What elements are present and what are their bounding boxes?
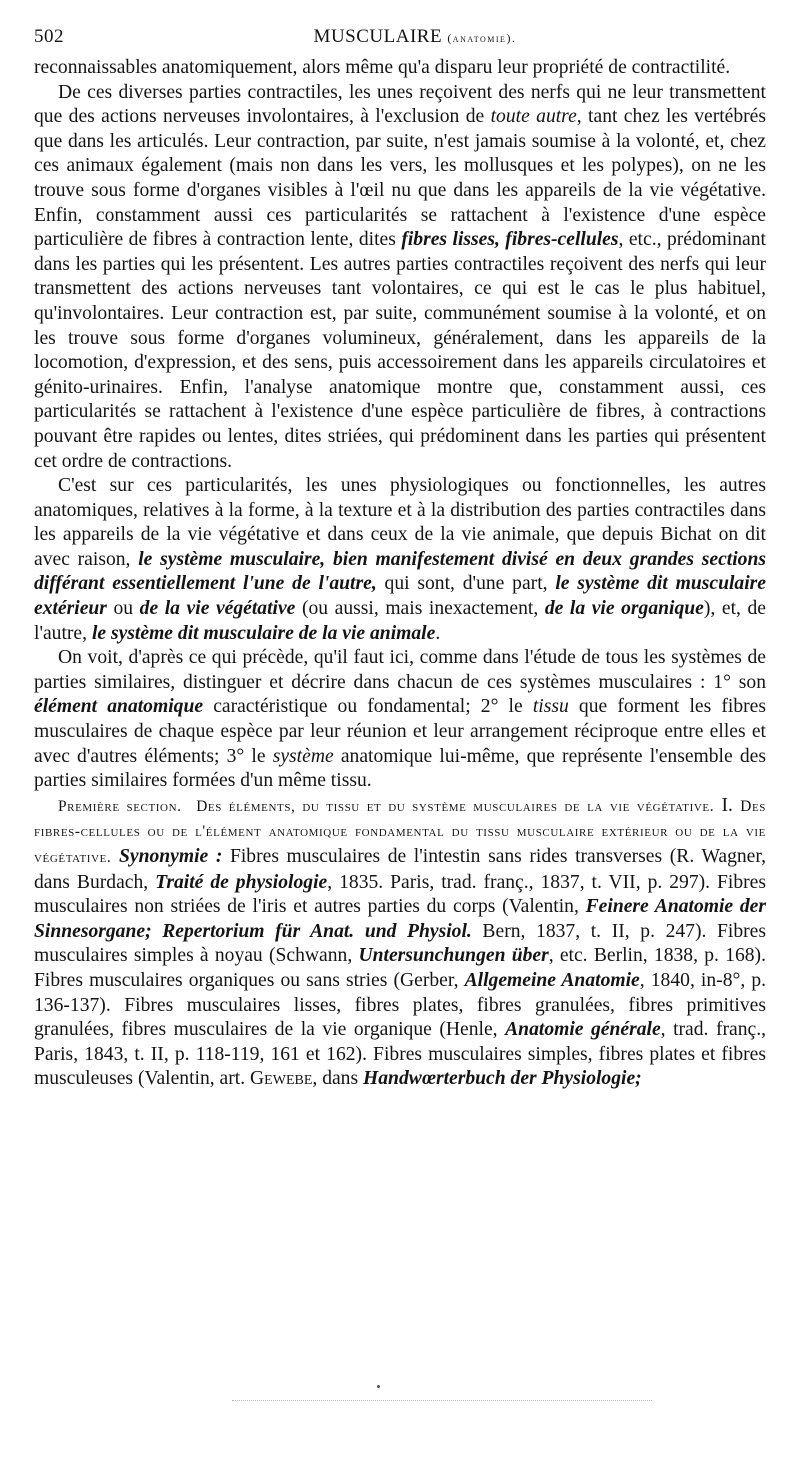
synonymie-label: Synonymie : (118, 846, 223, 867)
citation-title: Allgemeine Anatomie (464, 969, 640, 991)
text-run: , etc. Berlin, 1838, p. 168). Fibres musculaires organiques ou sans stries (Gerber, (34, 945, 766, 991)
running-head-title: MUSCULAIRE (313, 26, 443, 47)
text-run: qui sont, d'une part, (376, 573, 556, 595)
bold-italic-run: le système musculaire, bien manifestement divisé en deux grandes sections différant essentiellement l'une de l'autre, (34, 548, 767, 595)
bold-italic-run: de la vie organique (544, 598, 704, 620)
text-run: , 1835. Paris, trad. franç., 1837, t. VII, p. 297). Fibres musculaires non striées de l'iris et autres parties du corps (Valentin, (34, 871, 766, 918)
page-header (34, 26, 766, 56)
text-run: On voit, d'après ce qui précède, qu'il faut ici, comme dans l'étude de tous les systèmes de parties similaires, distinguer et décrire dans chacun de ces systèmes musculaires : 1° son (34, 647, 766, 693)
paragraph-bichat (34, 474, 766, 646)
page-number: 502 (34, 26, 64, 47)
italic-run: toute autre (490, 106, 577, 128)
paragraph-contractile-parts (34, 81, 766, 475)
citation-title: Anatomie générale (505, 1019, 661, 1041)
text-run: Bern, 1837, t. II, p. 247). Fibres musculaires simples à noyau (Schwann, (34, 920, 766, 967)
text-run: , etc., prédominant dans les parties qui les présentent. Les autres parties contractiles reçoivent des nerfs qui leur transmettent des actions nerveuses tant volontaires, ce qui est le cas le plus habituel, qu'involontaires. Leur contraction est, par suite, communément soumise à la volonté, et on les trouve sous forme d'organes volumineux, généralement, dans les appareils de la locomotion, d'expression, et des sens, puis accessoirement dans les appareils circulatoires et génito-urinaires. Enfin, l'analyse anatomique montre que, constamment aussi, ces particularités se rattachent à l'existence d'une espèce particulière de fibres, à contractions pouvant être rapides ou lentes, dites striées, qui prédominent dans les parties qui présentent cet ordre de contractions. (34, 229, 766, 472)
citation-title: Feinere Anatomie der Sinnesorgane; Repertorium für Anat. und Physiol. (34, 896, 766, 942)
text-run: , trad. franç., Paris, 1843, t. II, p. 118-119, 161 et 162). Fibres musculaires simples, fibres plates et fibres musculeuses (Valentin, art. (34, 1019, 767, 1090)
subsection-title: Des fibres-cellules ou de l'élément anatomique fondamental du tissu musculaire extérieur ou de la vie végétative. (34, 797, 766, 866)
text-run: I. (721, 794, 741, 816)
text-run: que forment les fibres musculaires de chaque espèce par leur réunion et leur arrangement réciproque entre elles et avec d'autres éléments; 3° le (34, 696, 766, 767)
bold-italic-run: le système dit musculaire extérieur (34, 573, 766, 620)
italic-run: système (272, 745, 334, 767)
bold-italic-run: le système dit musculaire de la vie animale (91, 622, 436, 644)
citation-title: Handwœrterbuch der Physiologie; (363, 1068, 642, 1090)
paragraph-continued (34, 56, 766, 81)
text-run: , dans (312, 1068, 364, 1090)
text-run: , 1840, in-8°, p. 136-137). Fibres musculaires lisses, fibres plates, fibres granulées, fibres primitives granulées, fibres musculaires de la vie organique (Henle, (34, 969, 767, 1041)
bold-italic-run: élément anatomique (34, 696, 204, 718)
article-name: Gewebe (250, 1068, 313, 1090)
paragraph-systems (34, 646, 766, 794)
text-run: ), et, de l'autre, (34, 598, 766, 644)
page (34, 26, 766, 1092)
text-run: (ou aussi, mais inexactement, (295, 598, 545, 620)
text-run: ou (106, 598, 140, 620)
bold-italic-run: de la vie végétative (139, 598, 296, 620)
text-run: . (435, 622, 441, 644)
text-run: reconnaissables anatomiquement, alors même qu'a disparu leur propriété de contractilité. (34, 57, 731, 78)
footer-faint-rule (232, 1400, 652, 1401)
text-run: De ces diverses parties contractiles, les unes reçoivent des nerfs qui ne leur transmettent que des actions nerveuses involontaires, à l'exclusion de (34, 81, 766, 128)
paragraph-first-section (34, 794, 766, 1092)
citation-title: Untersunchungen über (358, 945, 549, 967)
text-run: anatomique lui-même, que représente l'ensemble des parties similaires formées d'un même tissu. (34, 745, 766, 792)
text-run: Fibres musculaires de l'intestin sans rides transverses (R. Wagner, dans Burdach, (34, 846, 767, 893)
section-heading: Première section. (58, 797, 182, 815)
text-run: caractéristique ou fondamental; 2° le (203, 696, 533, 718)
section-title: Des éléments, du tissu et du système musculaires de la vie végétative. (196, 797, 715, 815)
text-run: , tant chez les vertébrés que dans les articulés. Leur contraction, par suite, n'est jamais soumise à la volonté, et, chez ces animaux également (mais non dans les vers, les mollusques et les polypes), on ne les trouve sous forme d'organes visibles à l'œil nu que dans les appareils de la vie végétative. Enfin, constamment aussi ces particularités se rattachent à l'existence d'une espèce particulière de fibres à contraction lente, dites (34, 106, 766, 251)
text-run: C'est sur ces particularités, les unes physiologiques ou fonctionnelles, les autres anatomiques, relatives à la forme, à la texture et à la distribution des parties contractiles dans les appareils de la vie végétative et dans ceux de la vie animale, que depuis Bichat on dit avec raison, (34, 475, 766, 570)
running-head-section: (anatomie). (447, 31, 517, 45)
italic-run: tissu (532, 696, 569, 718)
citation-title: Traité de physiologie (155, 871, 328, 893)
bold-italic-run: fibres lisses, fibres-cellules (401, 229, 619, 251)
stray-ink-dot (377, 1385, 380, 1388)
running-head (34, 26, 766, 48)
